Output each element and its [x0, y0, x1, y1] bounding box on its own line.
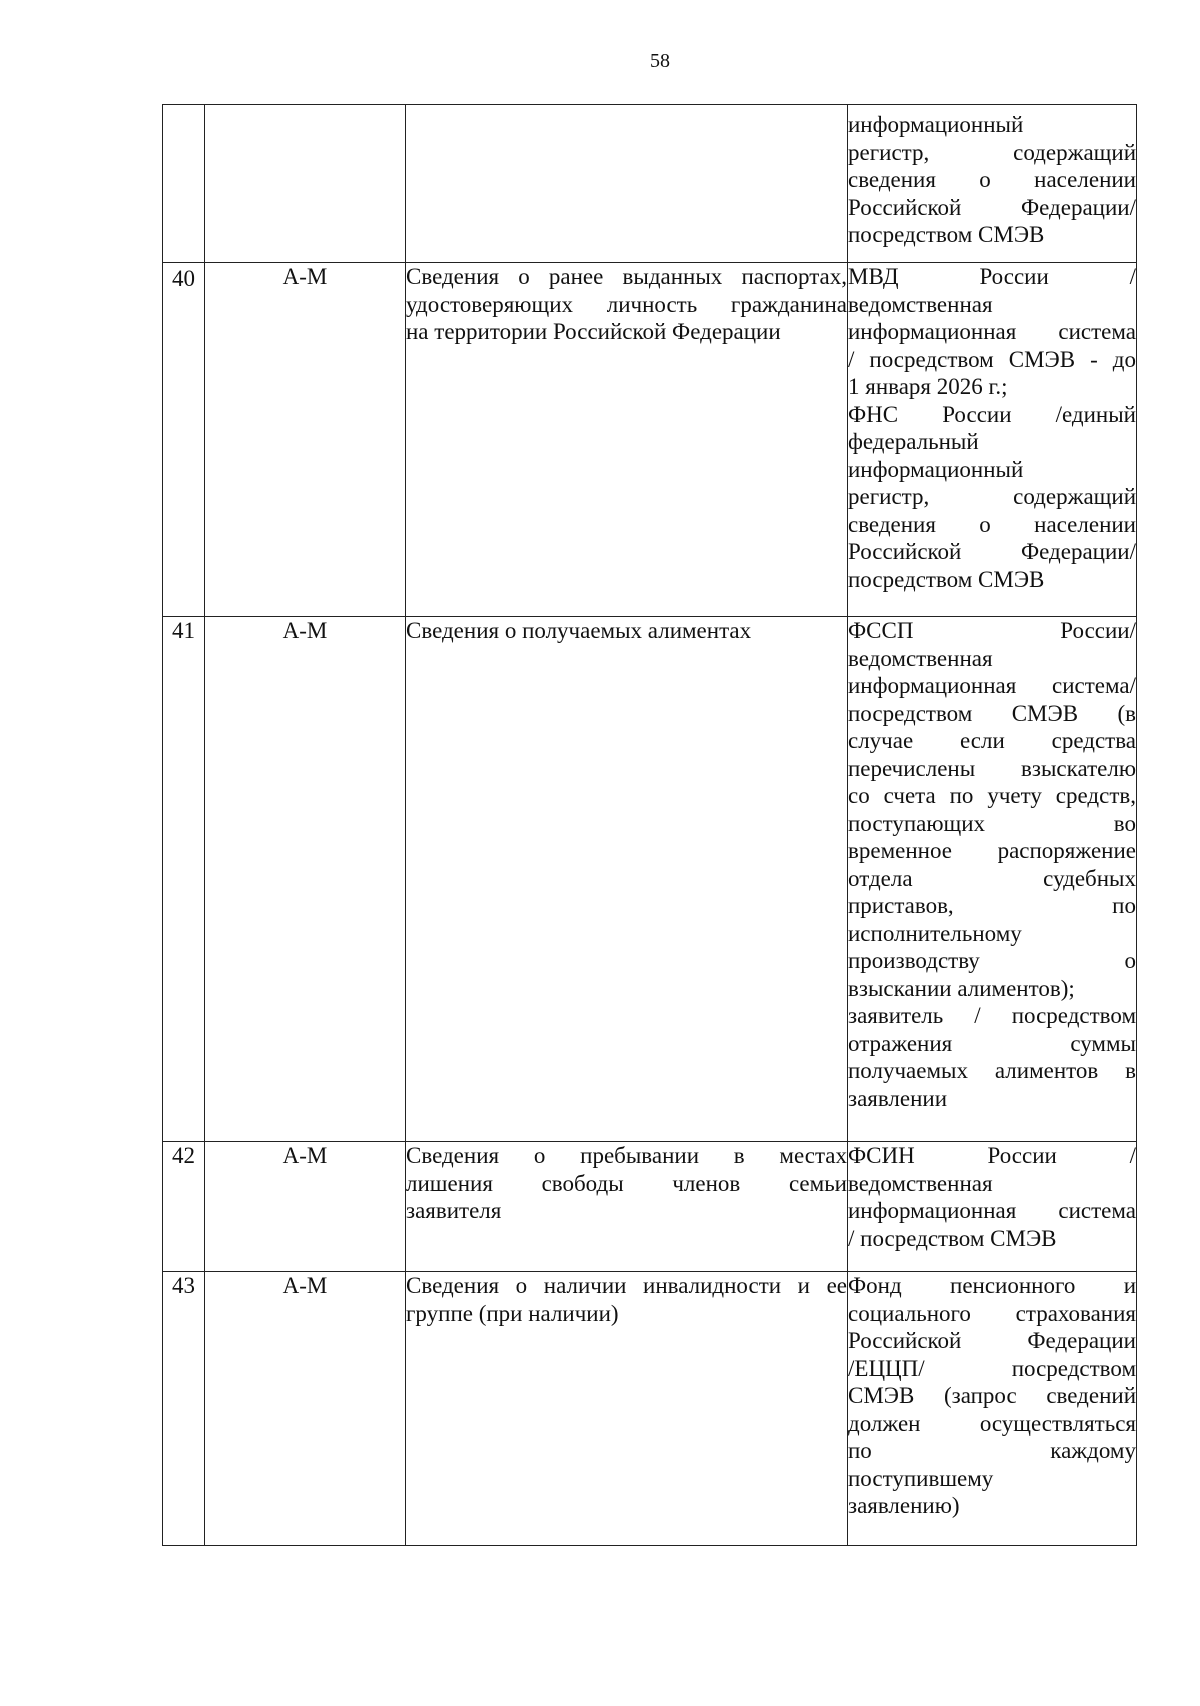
table-body: [163, 105, 1137, 1546]
source-cell: [848, 1142, 1137, 1272]
cell-line: взыскании алиментов);: [848, 975, 1075, 1001]
cell-line: Сведения о пребывании в местах: [406, 1143, 847, 1168]
cell-line: социального страхования: [848, 1300, 1136, 1326]
cell-line: федеральный: [848, 429, 979, 454]
cell-line: Сведения о ранее выданных паспортах,: [406, 264, 847, 289]
code-cell: А-М: [205, 1142, 406, 1272]
table-row: [163, 1142, 1137, 1272]
description-cell: [406, 263, 848, 617]
page-number: 58: [650, 50, 670, 72]
cell-line: Российской Федерации/: [848, 194, 1136, 220]
cell-line: отражения суммы: [848, 1030, 1136, 1056]
cell-line: посредством СМЭВ: [848, 566, 1045, 592]
cell-line: поступающих во: [848, 810, 1136, 836]
table-row: [163, 1272, 1137, 1546]
cell-line: информационная система/: [848, 673, 1136, 698]
source-cell: [848, 1272, 1137, 1546]
cell-line: Российской Федерации: [848, 1328, 1136, 1353]
row-number-cell: [163, 105, 205, 263]
cell-line: сведения о населении: [848, 167, 1136, 192]
cell-line: группе (при наличии): [406, 1300, 619, 1326]
cell-line: /ЕЦЦП/ посредством: [848, 1355, 1136, 1381]
cell-line: сведения о населении: [848, 511, 1136, 537]
cell-line: регистр, содержащий: [848, 139, 1136, 165]
cell-line: / посредством СМЭВ: [848, 1225, 1057, 1251]
cell-line: Сведения о получаемых алиментах: [406, 618, 752, 643]
cell-line: временное распоряжение: [848, 838, 1136, 863]
cell-line: приставов, по: [848, 893, 1136, 918]
cell-line: отдела судебных: [848, 865, 1136, 891]
cell-line: Сведения о наличии инвалидности и ее: [406, 1273, 847, 1298]
row-number-cell: 41: [163, 617, 205, 1142]
cell-line: со счета по учету средств,: [848, 783, 1136, 808]
cell-line: информационный: [848, 112, 1024, 137]
row-number-cell: 40: [163, 263, 205, 617]
cell-line: по каждому: [848, 1438, 1136, 1463]
cell-line: заявлении: [848, 1085, 948, 1111]
code-cell: [205, 105, 406, 263]
description-cell: [406, 1272, 848, 1546]
cell-line: должен осуществляться: [848, 1410, 1136, 1436]
cell-line: Фонд пенсионного и: [848, 1273, 1136, 1298]
code-cell: А-М: [205, 263, 406, 617]
cell-line: СМЭВ (запрос сведений: [848, 1383, 1136, 1408]
code-cell: А-М: [205, 1272, 406, 1546]
code-cell: А-М: [205, 617, 406, 1142]
cell-line: лишения свободы членов семьи: [406, 1170, 847, 1196]
table-row: [163, 105, 1137, 263]
cell-line: заявлению): [848, 1493, 960, 1518]
cell-line: информационная система: [848, 319, 1136, 344]
cell-line: посредством СМЭВ: [848, 222, 1045, 247]
source-cell: [848, 263, 1137, 617]
cell-line: информационный: [848, 456, 1024, 482]
cell-line: ведомственная: [848, 291, 993, 317]
cell-line: ФСИН России /: [848, 1143, 1136, 1168]
cell-line: производству о: [848, 948, 1136, 973]
registry-table: [162, 104, 1137, 1546]
row-number-cell: 43: [163, 1272, 205, 1546]
cell-line: ведомственная: [848, 645, 993, 671]
row-number-cell: 42: [163, 1142, 205, 1272]
table-row: [163, 263, 1137, 617]
cell-line: посредством СМЭВ (в: [848, 700, 1136, 726]
cell-line: информационная система: [848, 1198, 1136, 1223]
table-row: [163, 617, 1137, 1142]
cell-line: получаемых алиментов в: [848, 1058, 1136, 1083]
cell-line: / посредством СМЭВ - до: [848, 346, 1136, 372]
cell-line: регистр, содержащий: [848, 484, 1136, 509]
cell-line: заявитель / посредством: [848, 1003, 1136, 1028]
description-cell: [406, 617, 848, 1142]
cell-line: 1 января 2026 г.;: [848, 374, 1008, 399]
source-cell: [848, 105, 1137, 263]
cell-line: МВД России /: [848, 264, 1136, 289]
description-cell: [406, 105, 848, 263]
cell-line: исполнительному: [848, 920, 1022, 946]
cell-line: случае если средства: [848, 728, 1136, 753]
cell-line: ФССП России/: [848, 618, 1136, 643]
cell-line: заявителя: [406, 1198, 502, 1223]
description-cell: [406, 1142, 848, 1272]
cell-line: Российской Федерации/: [848, 539, 1136, 564]
cell-line: перечислены взыскателю: [848, 755, 1136, 781]
source-cell: [848, 617, 1137, 1142]
cell-line: ведомственная: [848, 1170, 993, 1196]
cell-line: поступившему: [848, 1465, 994, 1491]
cell-line: на территории Российской Федерации: [406, 319, 781, 344]
cell-line: ФНС России /единый: [848, 401, 1136, 427]
cell-line: удостоверяющих личность гражданина: [406, 291, 847, 317]
